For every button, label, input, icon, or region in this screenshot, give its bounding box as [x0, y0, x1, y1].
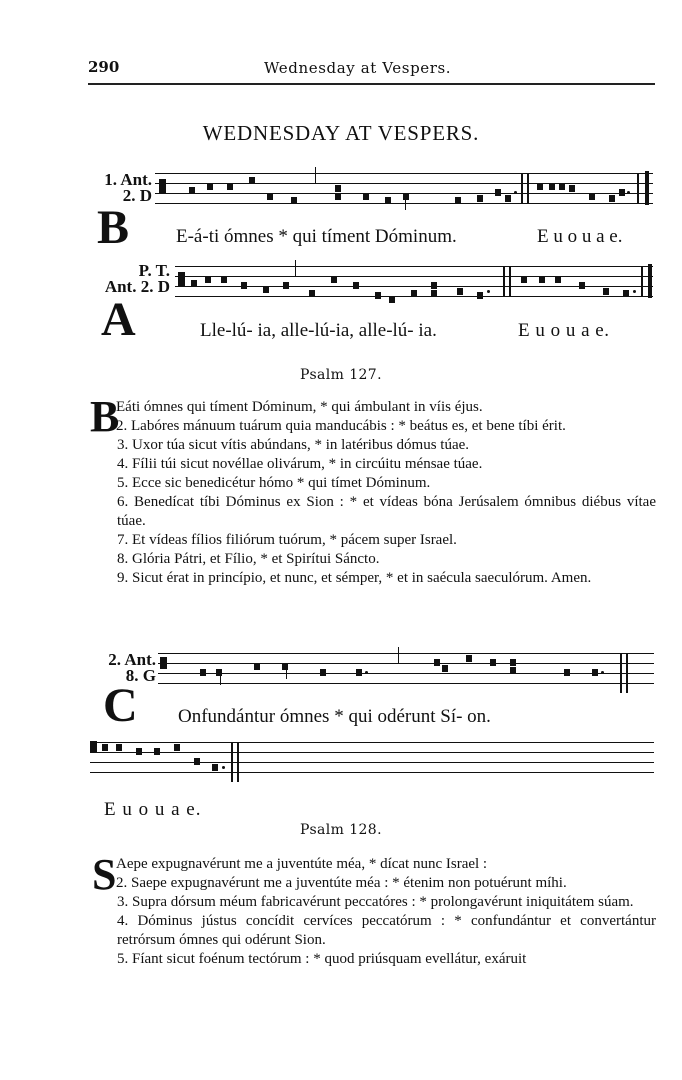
psalm-127-initial: B	[90, 392, 120, 441]
section-title: WEDNESDAY AT VESPERS.	[202, 121, 480, 145]
psalm-127-verse-3: 3. Uxor túa sicut vítis abúndans, * in latéribus dómus túae.	[117, 437, 470, 453]
running-title: Wednesday at Vespers.	[264, 59, 452, 77]
psalm-127-verse-4: 4. Fílii túi sicut novéllae olivárum, * in circúitu ménsae túae.	[117, 456, 483, 472]
antiphon-1-euouae: E u o u a e.	[537, 226, 623, 247]
antiphon-3-euouae: E u o u a e.	[104, 799, 202, 820]
psalm-127-verse-2: 2. Labóres mánuum tuárum quia manducábis : * beátus es, et bene tíbi érit.	[116, 418, 566, 434]
antiphon-2-staff	[175, 266, 653, 306]
psalm-128-verse-3: 3. Supra dórsum méum fabricavérunt peccatóres : * prolongavérunt iniquitátem súam.	[117, 894, 634, 910]
antiphon-3-euouae-staff	[90, 742, 654, 782]
psalm-127-verse-7: 7. Et vídeas fílios filiórum tuórum, * pácem super Israel.	[117, 532, 457, 548]
antiphon-1-staff	[155, 173, 653, 213]
antiphon-2-euouae: E u o u a e.	[518, 320, 610, 341]
psalm-128-heading: Psalm 128.	[300, 822, 382, 838]
psalm-127-verse-8: 8. Glória Pátri, et Fílio, * et Spirítui Sáncto.	[117, 551, 380, 567]
antiphon-2-label: P. T. Ant. 2. D	[104, 261, 170, 296]
psalm-127-verse-9: 9. Sicut érat in princípio, et nunc, et sémper, * et in saécula saeculórum. Amen.	[117, 570, 592, 586]
antiphon-1-label: 1. Ant. 2. D	[104, 170, 152, 205]
antiphon-3-staff	[158, 653, 654, 693]
psalm-128-verse-4: 4. Dóminus jústus concídit cervíces peccatórum : * confundántur et convertántur retrórsum ómnes qui odérunt Sion.	[117, 913, 656, 948]
antiphon-2-initial: A	[101, 293, 136, 346]
antiphon-2-text: Lle-lú- ia, alle-lú-ia, alle-lú- ia.	[200, 320, 437, 341]
psalm-128-initial: S	[92, 850, 117, 899]
antiphon-3-label: 2. Ant. 8. G	[108, 650, 156, 685]
psalm-128-verse-2: 2. Saepe expugnavérunt me a juventúte méa : * étenim non potuérunt míhi.	[116, 875, 567, 891]
psalm-128-verse-1: Aepe expugnavérunt me a juventúte méa, * dícat nunc Israel :	[116, 856, 488, 872]
antiphon-1-initial: B	[97, 201, 130, 254]
psalm-127-heading: Psalm 127.	[300, 367, 382, 383]
page-number: 290	[88, 58, 120, 76]
psalm-127-text	[90, 392, 656, 588]
antiphon-3-text: Onfundántur ómnes * qui odérunt Sí- on.	[178, 706, 491, 727]
psalm-127-verse-6: 6. Benedícat tíbi Dóminus ex Sion : * et vídeas bóna Jerúsalem ómnibus diébus vítae túae.	[117, 494, 656, 529]
psalm-128-text	[90, 850, 656, 969]
psalm-128-verse-5: 5. Fíant sicut foénum tectórum : * quod priúsquam evellátur, exáruit	[117, 951, 527, 967]
psalm-127-verse-1: Eáti ómnes qui tíment Dóminum, * qui ámbulant in víis éjus.	[116, 399, 483, 415]
antiphon-1-text: E-á-ti ómnes * qui tíment Dóminum.	[176, 226, 457, 247]
psalm-127-verse-5: 5. Ecce sic benedicétur hómo * qui tímet Dóminum.	[117, 475, 431, 491]
antiphon-3-initial: C	[103, 679, 138, 732]
header-rule	[88, 83, 655, 85]
